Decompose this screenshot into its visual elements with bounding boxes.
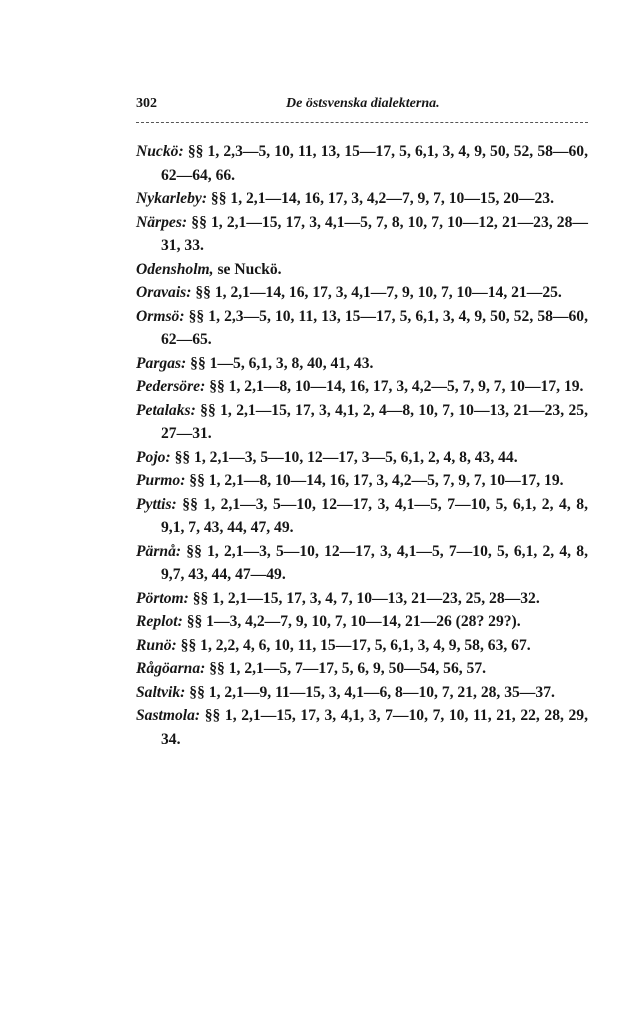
section-refs: §§ 1, 2,1—9, 11—15, 3, 4,1—6, 8—10, 7, 21, 28, 35—37. bbox=[189, 683, 555, 701]
page-header bbox=[136, 96, 588, 116]
place-name: Saltvik: bbox=[136, 683, 186, 701]
section-refs: §§ 1, 2,1—3, 5—10, 12—17, 3, 4,1—5, 7—10, 5, 6,1, 2, 4, 8, 9,7, 43, 44, 47—49. bbox=[161, 542, 588, 583]
place-name: Sastmola: bbox=[136, 707, 201, 724]
list-item bbox=[136, 704, 588, 751]
list-item bbox=[136, 610, 588, 634]
list-item bbox=[136, 399, 588, 446]
place-name: Nykarleby: bbox=[136, 190, 208, 207]
place-name: Odensholm, bbox=[136, 260, 214, 278]
list-item bbox=[136, 258, 588, 282]
section-refs: §§ 1, 2,1—15, 17, 3, 4,1—5, 7, 8, 10, 7, 10—12, 21—23, 28—31, 33. bbox=[161, 213, 588, 254]
list-item bbox=[136, 446, 588, 470]
list-item bbox=[136, 469, 588, 493]
place-name: Rågöarna: bbox=[136, 660, 206, 677]
list-item bbox=[136, 352, 588, 376]
section-refs: §§ 1—3, 4,2—7, 9, 10, 7, 10—14, 21—26 (28? 29?). bbox=[186, 613, 521, 630]
section-refs: §§ 1, 2,1—14, 16, 17, 3, 4,2—7, 9, 7, 10—15, 20—23. bbox=[210, 190, 554, 207]
list-item bbox=[136, 493, 588, 540]
place-name: Pärnå: bbox=[136, 542, 182, 560]
place-name: Petalaks: bbox=[136, 401, 196, 419]
place-name: Pyttis: bbox=[136, 495, 177, 513]
place-name: Oravais: bbox=[136, 284, 192, 301]
list-item bbox=[136, 305, 588, 352]
section-refs: §§ 1, 2,2, 4, 6, 10, 11, 15—17, 5, 6,1, 3, 4, 9, 58, 63, 67. bbox=[180, 636, 531, 654]
section-refs: §§ 1, 2,1—8, 10—14, 16, 17, 3, 4,2—5, 7, 9, 7, 10—17, 19. bbox=[209, 378, 584, 395]
place-name: Pojo: bbox=[136, 448, 171, 466]
section-refs: §§ 1, 2,1—14, 16, 17, 3, 4,1—7, 9, 10, 7, 10—14, 21—25. bbox=[195, 284, 562, 301]
header-rule bbox=[136, 122, 588, 123]
page-number: 302 bbox=[136, 96, 157, 111]
section-refs: §§ 1, 2,1—5, 7—17, 5, 6, 9, 50—54, 56, 57. bbox=[209, 660, 487, 677]
section-refs: se Nuckö. bbox=[217, 260, 282, 278]
place-name: Runö: bbox=[136, 636, 177, 654]
section-refs: §§ 1, 2,3—5, 10, 11, 13, 15—17, 5, 6,1, 3, 4, 9, 50, 52, 58—60, 62—64, 66. bbox=[161, 143, 589, 184]
list-item bbox=[136, 187, 588, 211]
section-refs: §§ 1—5, 6,1, 3, 8, 40, 41, 43. bbox=[190, 354, 374, 372]
section-refs: §§ 1, 2,1—15, 17, 3, 4, 7, 10—13, 21—23, 25, 28—32. bbox=[192, 589, 540, 607]
place-name: Pargas: bbox=[136, 354, 187, 372]
running-title: De östsvenska dialekterna. bbox=[286, 96, 440, 111]
place-name: Replot: bbox=[136, 613, 183, 630]
list-item bbox=[136, 540, 588, 587]
section-refs: §§ 1, 2,1—3, 5—10, 12—17, 3, 4,1—5, 7—10, 5, 6,1, 2, 4, 8, 9,1, 7, 43, 44, 47, 49. bbox=[161, 495, 588, 536]
list-item bbox=[136, 634, 588, 658]
entry-list bbox=[136, 140, 588, 751]
list-item bbox=[136, 281, 588, 305]
list-item bbox=[136, 211, 588, 258]
section-refs: §§ 1, 2,3—5, 10, 11, 13, 15—17, 5, 6,1, 3, 4, 9, 50, 52, 58—60, 62—65. bbox=[161, 307, 589, 348]
place-name: Purmo: bbox=[136, 472, 186, 489]
list-item bbox=[136, 587, 588, 611]
place-name: Nuckö: bbox=[136, 143, 184, 160]
place-name: Pörtom: bbox=[136, 589, 189, 607]
section-refs: §§ 1, 2,1—15, 17, 3, 4,1, 2, 4—8, 10, 7, 10—13, 21—23, 25, 27—31. bbox=[161, 401, 589, 442]
place-name: Pedersöre: bbox=[136, 378, 206, 395]
section-refs: §§ 1, 2,1—3, 5—10, 12—17, 3—5, 6,1, 2, 4, 8, 43, 44. bbox=[174, 448, 518, 466]
list-item bbox=[136, 140, 588, 187]
place-name: Ormsö: bbox=[136, 307, 185, 325]
section-refs: §§ 1, 2,1—15, 17, 3, 4,1, 3, 7—10, 7, 10, 11, 21, 22, 28, 29, 34. bbox=[161, 707, 588, 748]
section-refs: §§ 1, 2,1—8, 10—14, 16, 17, 3, 4,2—5, 7, 9, 7, 10—17, 19. bbox=[189, 472, 564, 489]
list-item bbox=[136, 657, 588, 681]
place-name: Närpes: bbox=[136, 213, 188, 231]
list-item bbox=[136, 681, 588, 705]
list-item bbox=[136, 375, 588, 399]
